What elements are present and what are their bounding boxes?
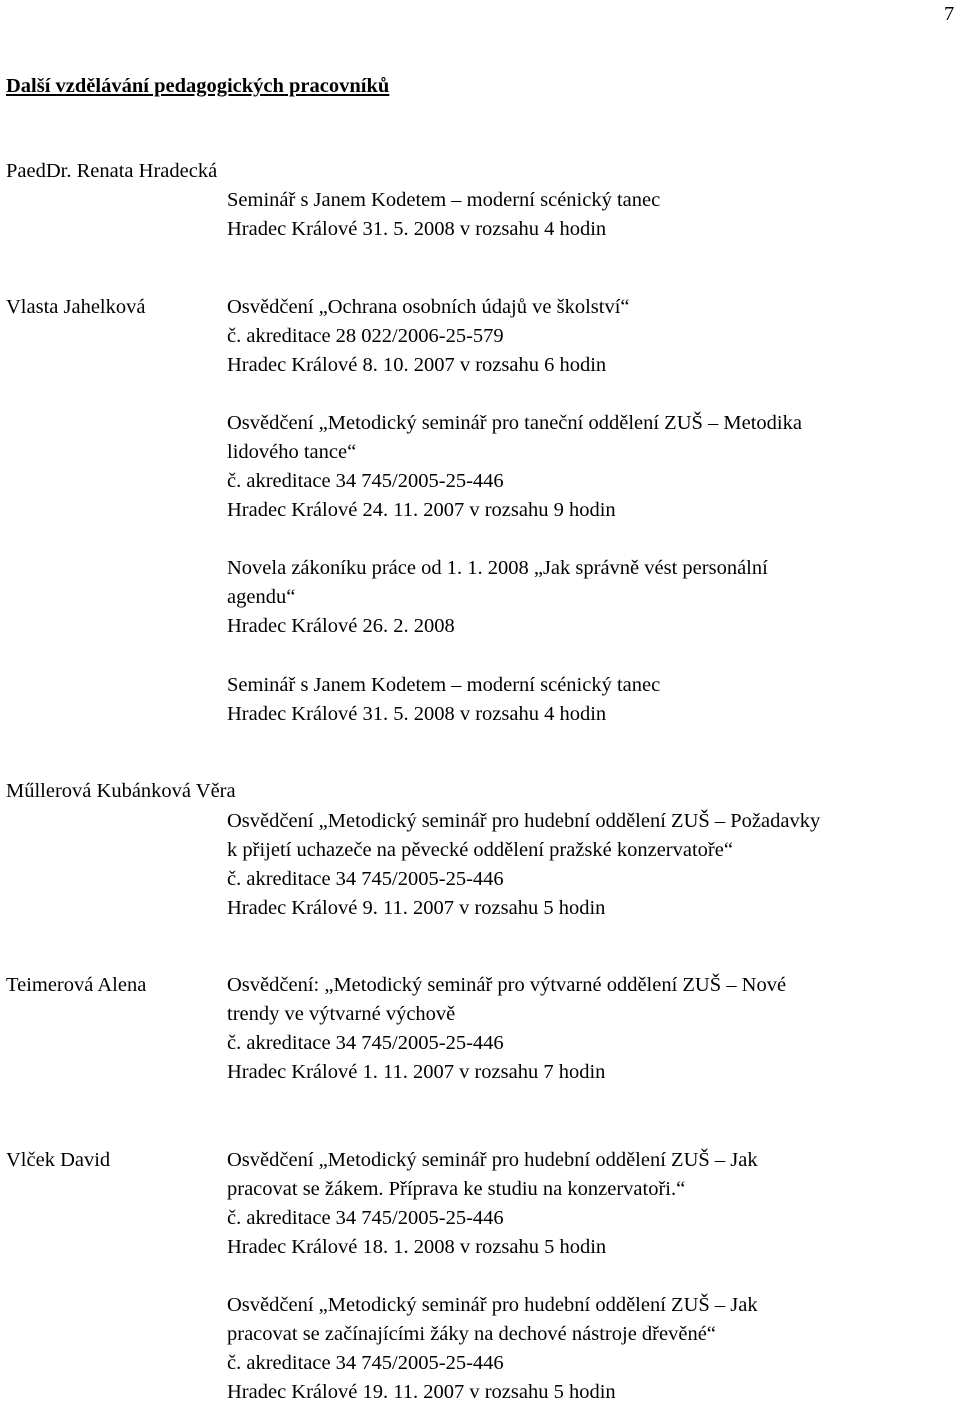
course-line: Novela zákoníku práce od 1. 1. 2008 „Jak správně vést personální: [227, 557, 768, 579]
person-name: Vlasta Jahelková: [6, 296, 146, 318]
course-line: č. akreditace 34 745/2005-25-446: [227, 1032, 504, 1054]
person-name: Teimerová Alena: [6, 974, 147, 996]
course-line: Hradec Králové 24. 11. 2007 v rozsahu 9 hodin: [227, 499, 616, 521]
course-line: pracovat se začínajícími žáky na dechové nástroje dřevěné“: [227, 1323, 716, 1345]
course-line: Osvědčení „Metodický seminář pro hudební oddělení ZUŠ – Požadavky: [227, 810, 821, 832]
course-line: Seminář s Janem Kodetem – moderní scénický tanec: [227, 674, 661, 696]
course-line: Osvědčení „Metodický seminář pro hudební oddělení ZUŠ – Jak: [227, 1149, 758, 1171]
page-number: 7: [944, 3, 955, 25]
course-line: Hradec Králové 19. 11. 2007 v rozsahu 5 hodin: [227, 1381, 616, 1403]
course-line: č. akreditace 34 745/2005-25-446: [227, 1352, 504, 1374]
course-line: č. akreditace 34 745/2005-25-446: [227, 868, 504, 890]
course-line: k přijetí uchazeče na pěvecké oddělení pražské konzervatoře“: [227, 839, 733, 861]
course-line: pracovat se žákem. Příprava ke studiu na konzervatoři.“: [227, 1178, 686, 1200]
course-line: Hradec Králové 26. 2. 2008: [227, 615, 455, 637]
course-line: Seminář s Janem Kodetem – moderní scénický tanec: [227, 189, 661, 211]
course-line: Osvědčení: „Metodický seminář pro výtvarné oddělení ZUŠ – Nové: [227, 974, 787, 996]
course-line: č. akreditace 34 745/2005-25-446: [227, 470, 504, 492]
course-line: Hradec Králové 31. 5. 2008 v rozsahu 4 hodin: [227, 703, 607, 725]
course-line: č. akreditace 28 022/2006-25-579: [227, 325, 504, 347]
course-line: Hradec Králové 31. 5. 2008 v rozsahu 4 hodin: [227, 218, 607, 240]
course-line: Hradec Králové 9. 11. 2007 v rozsahu 5 hodin: [227, 897, 606, 919]
course-line: lidového tance“: [227, 441, 357, 463]
page-title: Další vzdělávání pedagogických pracovníků: [6, 75, 390, 97]
course-line: trendy ve výtvarné výchově: [227, 1003, 456, 1025]
person-name: PaedDr. Renata Hradecká: [6, 160, 218, 182]
person-name: Műllerová Kubánková Věra: [6, 780, 236, 802]
course-line: Hradec Králové 8. 10. 2007 v rozsahu 6 hodin: [227, 354, 607, 376]
course-line: Osvědčení „Metodický seminář pro taneční oddělení ZUŠ – Metodika: [227, 412, 802, 434]
course-line: Osvědčení „Metodický seminář pro hudební oddělení ZUŠ – Jak: [227, 1294, 758, 1316]
course-line: Osvědčení „Ochrana osobních údajů ve školství“: [227, 296, 630, 318]
person-name: Vlček David: [6, 1149, 111, 1171]
course-line: Hradec Králové 1. 11. 2007 v rozsahu 7 hodin: [227, 1061, 606, 1083]
course-line: Hradec Králové 18. 1. 2008 v rozsahu 5 hodin: [227, 1236, 607, 1258]
course-line: č. akreditace 34 745/2005-25-446: [227, 1207, 504, 1229]
course-line: agendu“: [227, 586, 296, 608]
